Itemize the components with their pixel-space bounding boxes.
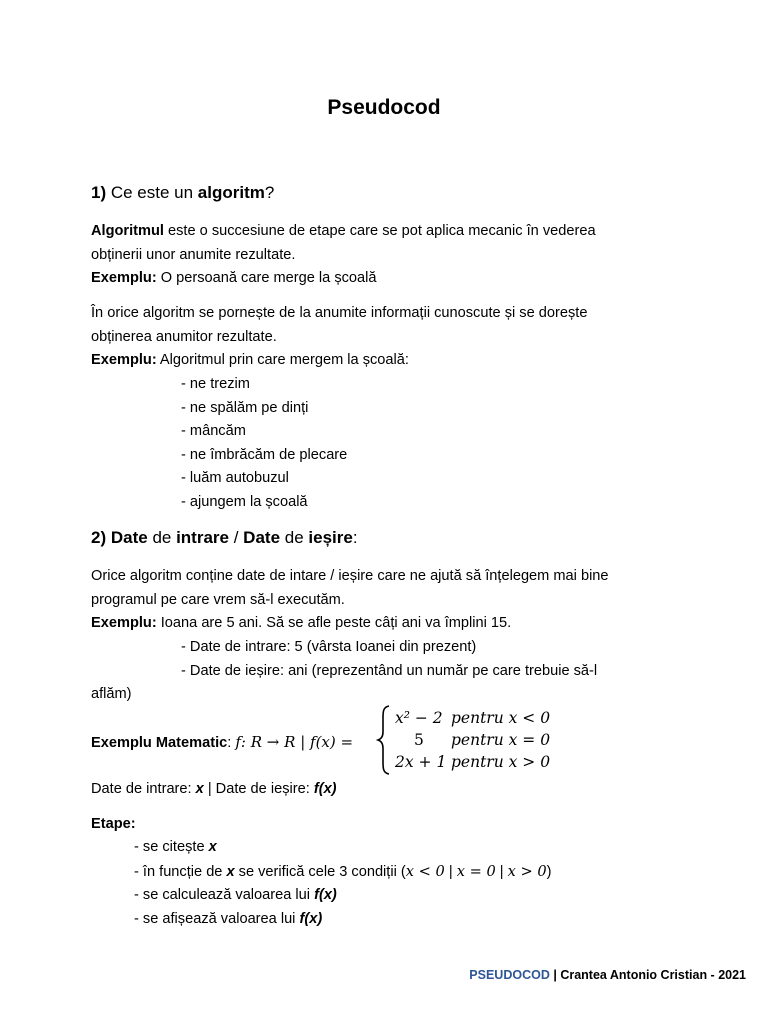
section-2-word: intrare bbox=[176, 528, 229, 547]
case-3-condition: pentru x > 0 bbox=[451, 753, 551, 771]
case-2-expression: 5 bbox=[414, 731, 424, 749]
section-1-pre: Ce este un bbox=[106, 183, 198, 202]
paragraph-2-line-2: obținerea anumitor rezultate. bbox=[91, 328, 277, 345]
etape-list bbox=[134, 836, 552, 931]
footer-brand: PSEUDOCOD bbox=[469, 968, 550, 982]
paragraph-3-line-6: aflăm) bbox=[91, 686, 132, 702]
section-2-word: : bbox=[352, 528, 358, 547]
etape-condition: x = 0 bbox=[456, 862, 496, 880]
list-item: - ajungem la școală bbox=[181, 493, 308, 510]
etape-text: se verifică cele 3 condiții ( bbox=[234, 863, 406, 880]
paragraph-3-line-2: programul pe care vrem să-l executăm. bbox=[91, 591, 345, 608]
footer-separator: | bbox=[549, 968, 561, 982]
io-output-var: f(x) bbox=[313, 781, 337, 797]
list-item: - ne spălăm pe dinți bbox=[181, 399, 309, 416]
section-1-post: ? bbox=[264, 183, 275, 202]
section-2-word: Date bbox=[110, 528, 148, 547]
paragraph-1-line-1 bbox=[91, 220, 596, 244]
example-label: Exemplu: bbox=[91, 270, 157, 287]
section-2-word: Date bbox=[243, 528, 281, 547]
list-item: - luăm autobuzul bbox=[181, 470, 289, 487]
etape-var: f(x) bbox=[299, 910, 323, 927]
list-item: - mâncăm bbox=[181, 423, 246, 440]
etape-var: x bbox=[226, 863, 235, 880]
list-item: - ne trezim bbox=[181, 376, 250, 392]
paragraph-1 bbox=[91, 220, 596, 291]
etape-condition: x < 0 bbox=[405, 862, 445, 880]
example-label: Exemplu: bbox=[91, 615, 157, 632]
math-function-def: f: R → R | f(x) = bbox=[235, 733, 354, 751]
etape-heading: Etape: bbox=[91, 816, 136, 832]
section-2-word: de bbox=[147, 528, 177, 547]
io-example-list bbox=[181, 636, 597, 683]
case-3-expression: 2x + 1 bbox=[395, 753, 447, 771]
example-label: Exemplu: bbox=[91, 352, 157, 369]
section-1-keyword: algoritm bbox=[197, 183, 265, 202]
etape-text: - se afișează valoarea lui bbox=[134, 910, 300, 927]
paragraph-1-text-3: O persoană care merge la școală bbox=[156, 270, 377, 287]
etape-separator: | bbox=[444, 863, 457, 880]
math-example-label: Exemplu Matematic bbox=[91, 735, 228, 751]
section-2-word: ieșire bbox=[308, 528, 353, 547]
io-input-label: Date de intrare: bbox=[91, 781, 196, 797]
etape-condition: x > 0 bbox=[507, 862, 547, 880]
section-2-number: 2) bbox=[91, 528, 107, 547]
case-1-condition: pentru x < 0 bbox=[451, 709, 551, 727]
case-1-expression: x² − 2 bbox=[395, 709, 443, 727]
math-colon: : bbox=[227, 735, 236, 751]
steps-list bbox=[181, 373, 347, 515]
paragraph-3 bbox=[91, 565, 609, 636]
etape-text: ) bbox=[546, 863, 552, 880]
etape-text: - se calculează valoarea lui bbox=[134, 887, 315, 904]
paragraph-3-line-3 bbox=[91, 612, 609, 636]
paragraph-2-line-1: În orice algoritm se pornește de la anumite informații cunoscute și se dorește bbox=[91, 305, 588, 321]
etape-var: f(x) bbox=[314, 887, 337, 904]
case-2-condition: pentru x = 0 bbox=[451, 731, 551, 749]
term-algoritmul: Algoritmul bbox=[91, 223, 164, 239]
paragraph-3-text-3: Ioana are 5 ani. Să se afle peste câți ani va împlini 15. bbox=[156, 615, 512, 632]
list-item bbox=[134, 836, 552, 860]
list-item: - ne îmbrăcăm de plecare bbox=[181, 446, 348, 463]
etape-text: - se citește bbox=[134, 839, 209, 855]
list-item: - Date de intrare: 5 (vârsta Ioanei din prezent) bbox=[181, 639, 477, 655]
math-label-line bbox=[91, 731, 353, 756]
paragraph-1-line-3 bbox=[91, 267, 596, 291]
paragraph-2-line-3 bbox=[91, 349, 587, 373]
footer-author: Crantea Antonio Cristian - 2021 bbox=[560, 968, 746, 982]
brace-icon bbox=[376, 704, 392, 776]
list-item: - Date de ieșire: ani (reprezentând un număr pe care trebuie să-l bbox=[181, 662, 598, 679]
etape-label bbox=[91, 813, 136, 837]
paragraph-1-line-2: obținerii unor anumite rezultate. bbox=[91, 246, 296, 263]
section-1-number: 1) bbox=[91, 183, 107, 202]
section-2-word: de bbox=[280, 528, 309, 547]
etape-var: x bbox=[208, 839, 217, 855]
io-output-label: | Date de ieșire: bbox=[203, 781, 314, 797]
etape-text: - în funcție de bbox=[134, 863, 227, 880]
section-1-heading bbox=[91, 183, 274, 203]
list-item bbox=[134, 860, 552, 885]
list-item bbox=[134, 884, 552, 908]
paragraph-2 bbox=[91, 302, 587, 373]
section-2-word: / bbox=[229, 528, 244, 547]
io-line bbox=[91, 778, 337, 802]
paragraph-3-line-1: Orice algoritm conține date de intare / ieșire care ne ajută să înțelegem mai bine bbox=[91, 568, 609, 584]
etape-separator: | bbox=[495, 863, 508, 880]
section-2-heading bbox=[91, 528, 358, 548]
page-footer bbox=[469, 968, 746, 982]
paragraph-2-text-3: Algoritmul prin care mergem la școală: bbox=[156, 352, 409, 369]
io-input-var: x bbox=[195, 781, 204, 797]
list-item bbox=[134, 908, 552, 932]
paragraph-1-text-1: este o succesiune de etape care se pot aplica mecanic în vederea bbox=[163, 223, 596, 239]
page-title: Pseudocod bbox=[327, 96, 441, 119]
